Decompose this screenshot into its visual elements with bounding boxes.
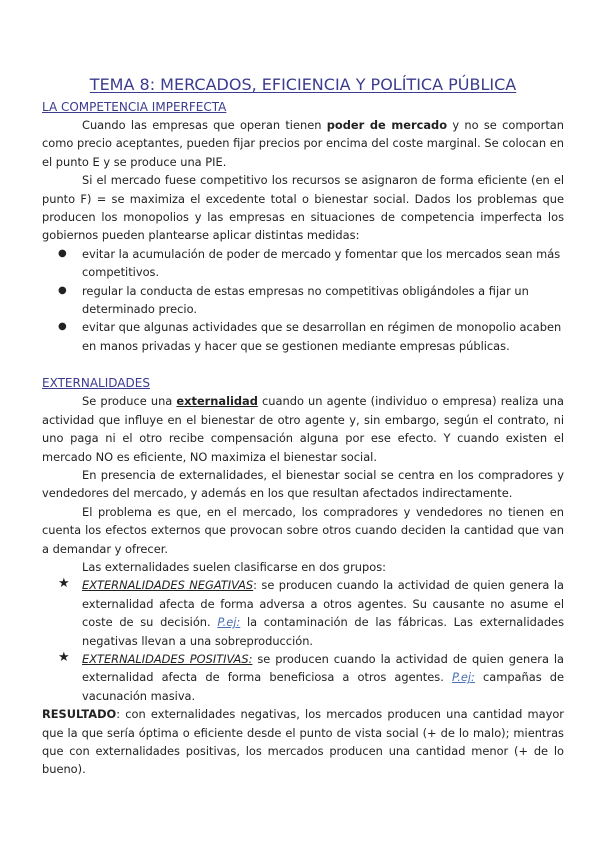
text-span: y no se comportan como precio aceptantes, pueden fijar precios por encima del coste marginal. Se colocan en el punto E y se produce una PIE. [42, 118, 564, 169]
externalidades-paragraph-3: El problema es que, en el mercado, los compradores y vendedores no tienen en cuenta los efectos externos que provocan sobre otros cuando deciden la cantidad que van a demandar y ofrecer. [42, 504, 564, 556]
star-icon: ★ [58, 576, 70, 592]
list-item [58, 318, 564, 355]
competencia-paragraph-2: Si el mercado fuese competitivo los recursos se asignaron de forma eficiente (en el punto F) = se maximiza el excedente total o bienestar social. Dados los problemas que producen los monopolios y las empresas en situaciones de competencia imperfecta los gobiernos pueden plantearse aplicar distintas medidas: [42, 173, 564, 243]
bold-term: RESULTADO [42, 707, 117, 722]
list-item-negativas [58, 576, 564, 650]
externalities-types-list [42, 576, 564, 705]
section-heading-competencia: LA COMPETENCIA IMPERFECTA [42, 100, 227, 114]
externalidades-paragraph-1 [42, 392, 564, 466]
term-label: EXTERNALIDADES NEGATIVAS [82, 578, 254, 593]
competencia-paragraph-1 [42, 116, 564, 171]
list-item-text: evitar la acumulación de poder de mercado y fomentar que los mercados sean más competitivos. [82, 246, 561, 280]
text-span: se producen cuando la actividad de quien genera la externalidad afecta de forma beneficiosa a otros agentes. [82, 651, 565, 685]
example-link[interactable]: P.ej: [451, 670, 475, 685]
text-span: : se producen cuando la actividad de quien genera la externalidad afecta de forma adversa a otros agentes. Su causante no asume el coste de su decisión. [82, 578, 564, 630]
text-span: la contaminación de las fábricas. Las externalidades negativas llevan a una sobreproducción. [82, 615, 564, 648]
example-link[interactable]: P.ej: [217, 615, 241, 630]
list-item-positivas [58, 649, 565, 705]
bold-term: externalidad [176, 394, 258, 409]
resultado-paragraph [42, 705, 564, 779]
measures-list [42, 245, 564, 355]
term-label: EXTERNALIDADES POSITIVAS: [82, 651, 253, 666]
externalidades-paragraph-2: En presencia de externalidades, el bienestar social se centra en los compradores y vendedores del mercado, y además en los que resultan afectados indirectamente. [42, 467, 564, 501]
text-span: : con externalidades negativas, los mercados producen una cantidad mayor que la que sería óptima o eficiente desde el punto de vista social (+ de lo malo); mientras que con externalidades positivas, los mercados producen una cantidad menor (+ de lo bueno). [42, 707, 564, 777]
text-span: campañas de vacunación masiva. [82, 670, 564, 703]
star-icon: ★ [58, 649, 70, 665]
section-heading-externalidades: EXTERNALIDADES [42, 376, 150, 391]
bold-term: poder de mercado [326, 118, 448, 132]
text-span: Se produce una [82, 394, 177, 409]
list-item [58, 245, 564, 282]
bullet-icon: ● [58, 247, 67, 259]
page-title: TEMA 8: MERCADOS, EFICIENCIA Y POLÍTICA PÚBLICA [89, 75, 517, 94]
list-item-text: regular la conducta de estas empresas no competitivas obligándoles a fijar un determinado precio. [82, 283, 529, 317]
externalidades-paragraph-4: Las externalidades suelen clasificarse en dos grupos: [82, 559, 386, 574]
list-item-text: evitar que algunas actividades que se desarrollan en régimen de monopolio acaben en manos privadas y hacer que se gestionen mediante empresas públicas. [82, 320, 562, 353]
text-span: cuando un agente (individuo o empresa) realiza una actividad que influye en el bienestar de otro agente y, sin embargo, según el contrato, ni uno paga ni el otro recibe compensación alguna por ese efecto. Y cuando existen el mercado NO es eficiente, NO maximiza el bienestar social. [42, 394, 564, 464]
bullet-icon: ● [58, 284, 67, 296]
list-item [58, 282, 564, 319]
bullet-icon: ● [58, 321, 67, 333]
text-span: Cuando las empresas que operan tienen [82, 118, 327, 132]
